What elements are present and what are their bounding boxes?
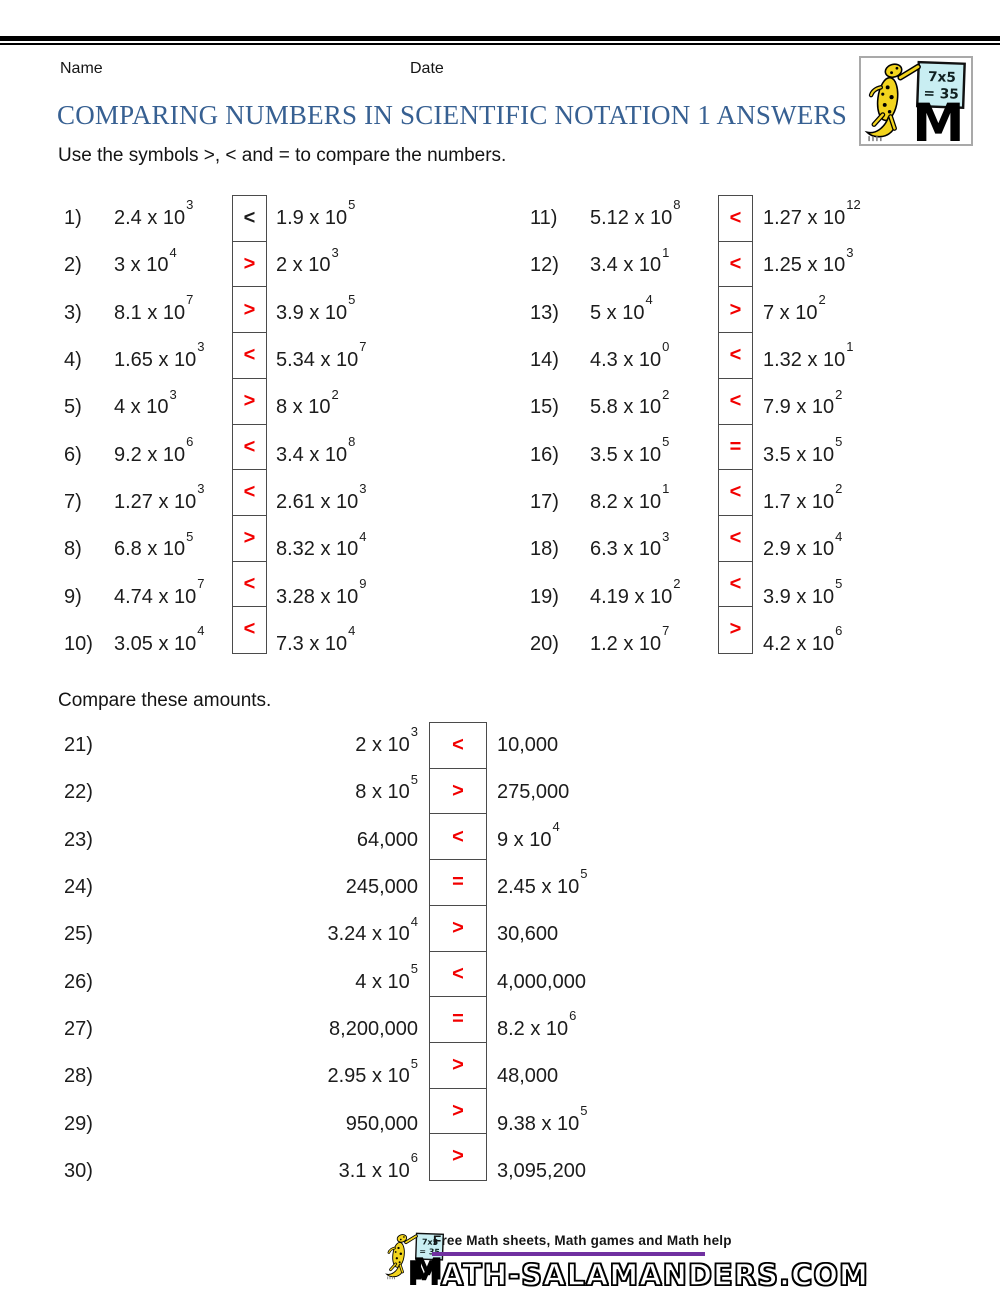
right-value: 3,095,200 <box>497 1159 586 1182</box>
problem-number: 2) <box>64 254 82 277</box>
right-value: 7 x $10^2$ <box>763 292 826 324</box>
left-value: 245,000 <box>345 876 418 899</box>
answer-box: < <box>718 195 753 242</box>
answer-box-strip <box>718 195 753 654</box>
right-value: 3.28 x $10^9$ <box>276 575 367 608</box>
answer-box-strip <box>429 722 487 1181</box>
left-value: 64,000 <box>356 828 418 851</box>
right-value: 1.9 x $10^5$ <box>276 197 356 230</box>
answer-box: < <box>718 515 753 562</box>
left-value: 8.1 x $10^7$ <box>114 292 194 324</box>
left-value: 2 x $10^3$ <box>355 724 418 757</box>
problem-number: 24) <box>64 876 93 899</box>
page-title: COMPARING NUMBERS IN SCIENTIFIC NOTATION 1 ANSWERS <box>57 100 847 130</box>
answer-box: > <box>429 1088 487 1135</box>
left-value: 6.8 x $10^5$ <box>114 528 194 561</box>
left-value: 5.12 x $10^8$ <box>590 197 681 230</box>
section2-label: Compare these amounts. <box>58 690 272 711</box>
right-value: 1.7 x $10^2$ <box>763 481 843 513</box>
right-value: 3.9 x $10^5$ <box>763 575 843 608</box>
footer-tagline: Free Math sheets, Math games and Math help <box>433 1233 732 1248</box>
left-value: 9.2 x $10^6$ <box>114 433 194 466</box>
answer-box-strip <box>232 195 267 654</box>
answer-box: = <box>429 859 487 906</box>
problem-number: 10) <box>64 632 93 655</box>
right-value: 7.3 x $10^4$ <box>276 623 356 655</box>
left-value: 1.27 x $10^3$ <box>114 481 205 513</box>
problem-number: 7) <box>64 490 82 513</box>
answer-box: > <box>429 1042 487 1089</box>
answer-box: < <box>718 469 753 516</box>
left-value: 3.4 x $10^1$ <box>590 244 670 277</box>
right-value: 2.45 x $10^5$ <box>497 866 588 899</box>
left-value: 3 x $10^4$ <box>114 244 177 277</box>
right-value: 2.9 x $10^4$ <box>763 528 843 561</box>
left-value: 4.3 x $10^0$ <box>590 339 670 372</box>
answer-box: < <box>718 241 753 288</box>
answer-box: > <box>429 905 487 952</box>
problem-number: 9) <box>64 585 82 608</box>
problem-number: 3) <box>64 301 82 324</box>
problem-number: 17) <box>530 490 559 513</box>
answer-box: < <box>429 951 487 998</box>
answer-box: < <box>232 561 267 608</box>
left-value: 8.2 x $10^1$ <box>590 481 670 513</box>
problem-number: 5) <box>64 396 82 419</box>
problem-number: 23) <box>64 828 93 851</box>
problem-number: 20) <box>530 632 559 655</box>
right-value: 8.32 x $10^4$ <box>276 528 367 561</box>
left-value: 5 x $10^4$ <box>590 292 653 324</box>
date-label: Date <box>410 60 444 77</box>
problem-number: 16) <box>530 443 559 466</box>
left-value: 6.3 x $10^3$ <box>590 528 670 561</box>
answer-box: > <box>429 1133 487 1180</box>
right-value: 275,000 <box>497 781 570 804</box>
left-value: 4 x $10^3$ <box>114 386 177 419</box>
left-value: 2.4 x $10^3$ <box>114 197 194 230</box>
right-value: 3.5 x $10^5$ <box>763 433 843 466</box>
problem-number: 25) <box>64 923 93 946</box>
right-value: 3.4 x $10^8$ <box>276 433 356 466</box>
problem-number: 1) <box>64 207 82 230</box>
answer-box: < <box>232 332 267 379</box>
problem-number: 8) <box>64 538 82 561</box>
left-value: 5.8 x $10^2$ <box>590 386 670 419</box>
name-label: Name <box>60 60 103 77</box>
left-value: 3.5 x $10^5$ <box>590 433 670 466</box>
answer-box: = <box>718 424 753 471</box>
answer-box: < <box>232 195 267 242</box>
left-value: 4.74 x $10^7$ <box>114 575 205 608</box>
problem-number: 6) <box>64 443 82 466</box>
problem-number: 21) <box>64 734 93 757</box>
answer-box: < <box>718 561 753 608</box>
answer-box: = <box>429 996 487 1043</box>
answer-box: > <box>232 515 267 562</box>
problem-number: 28) <box>64 1065 93 1088</box>
answer-box: < <box>718 332 753 379</box>
right-value: 8 x $10^2$ <box>276 386 339 419</box>
left-value: 3.1 x $10^6$ <box>338 1150 418 1182</box>
right-value: 1.25 x $10^3$ <box>763 244 854 277</box>
left-value: 3.05 x $10^4$ <box>114 623 205 655</box>
right-value: 1.27 x $10^{12}$ <box>763 197 861 230</box>
problem-number: 13) <box>530 301 559 324</box>
answer-box: < <box>232 424 267 471</box>
right-value: 1.32 x $10^1$ <box>763 339 854 372</box>
problem-number: 29) <box>64 1112 93 1135</box>
right-value: 8.2 x $10^6$ <box>497 1008 577 1040</box>
right-value: 2.61 x $10^3$ <box>276 481 367 513</box>
answer-box: > <box>718 286 753 333</box>
left-value: 4.19 x $10^2$ <box>590 575 681 608</box>
answer-box: > <box>429 768 487 815</box>
answer-box: < <box>429 813 487 860</box>
answer-box: < <box>232 469 267 516</box>
right-value: 48,000 <box>497 1065 559 1088</box>
left-value: 3.24 x $10^4$ <box>327 913 418 946</box>
right-value: 4.2 x $10^6$ <box>763 623 843 655</box>
left-value: 4 x $10^5$ <box>355 960 418 993</box>
left-value: 950,000 <box>345 1112 418 1135</box>
top-divider <box>0 36 1000 45</box>
problem-number: 12) <box>530 254 559 277</box>
answer-box: > <box>232 241 267 288</box>
problem-number: 19) <box>530 585 559 608</box>
left-value: 8,200,000 <box>329 1017 418 1040</box>
answer-box: < <box>429 722 487 769</box>
left-value: 8 x $10^5$ <box>355 771 418 804</box>
answer-box: < <box>232 606 267 653</box>
right-value: 9.38 x $10^5$ <box>497 1102 588 1135</box>
problem-number: 22) <box>64 781 93 804</box>
left-value: 1.65 x $10^3$ <box>114 339 205 372</box>
problem-number: 26) <box>64 970 93 993</box>
answer-box: > <box>232 378 267 425</box>
problem-number: 27) <box>64 1017 93 1040</box>
answer-box: > <box>232 286 267 333</box>
right-value: 5.34 x $10^7$ <box>276 339 367 372</box>
right-value: 30,600 <box>497 923 559 946</box>
left-value: 1.2 x $10^7$ <box>590 623 670 655</box>
right-value: 4,000,000 <box>497 970 586 993</box>
footer-site-name <box>407 1254 869 1294</box>
answer-box: < <box>718 378 753 425</box>
problem-number: 4) <box>64 349 82 372</box>
problem-number: 18) <box>530 538 559 561</box>
right-value: 7.9 x $10^2$ <box>763 386 843 419</box>
problem-number: 30) <box>64 1159 93 1182</box>
footer-site-rest: ATH-SALAMANDERS.COM <box>440 1258 869 1292</box>
answer-box: > <box>718 606 753 653</box>
instruction-text: Use the symbols >, < and = to compare the numbers. <box>58 145 507 166</box>
right-value: 3.9 x $10^5$ <box>276 292 356 324</box>
right-value: 10,000 <box>497 734 559 757</box>
math-salamanders-logo <box>859 56 973 146</box>
footer-site-m: M <box>407 1254 441 1294</box>
problem-number: 14) <box>530 349 559 372</box>
left-value: 2.95 x $10^5$ <box>327 1055 418 1088</box>
right-value: 2 x $10^3$ <box>276 244 339 277</box>
problem-number: 11) <box>530 207 558 230</box>
right-value: 9 x $10^4$ <box>497 819 560 851</box>
problem-number: 15) <box>530 396 559 419</box>
